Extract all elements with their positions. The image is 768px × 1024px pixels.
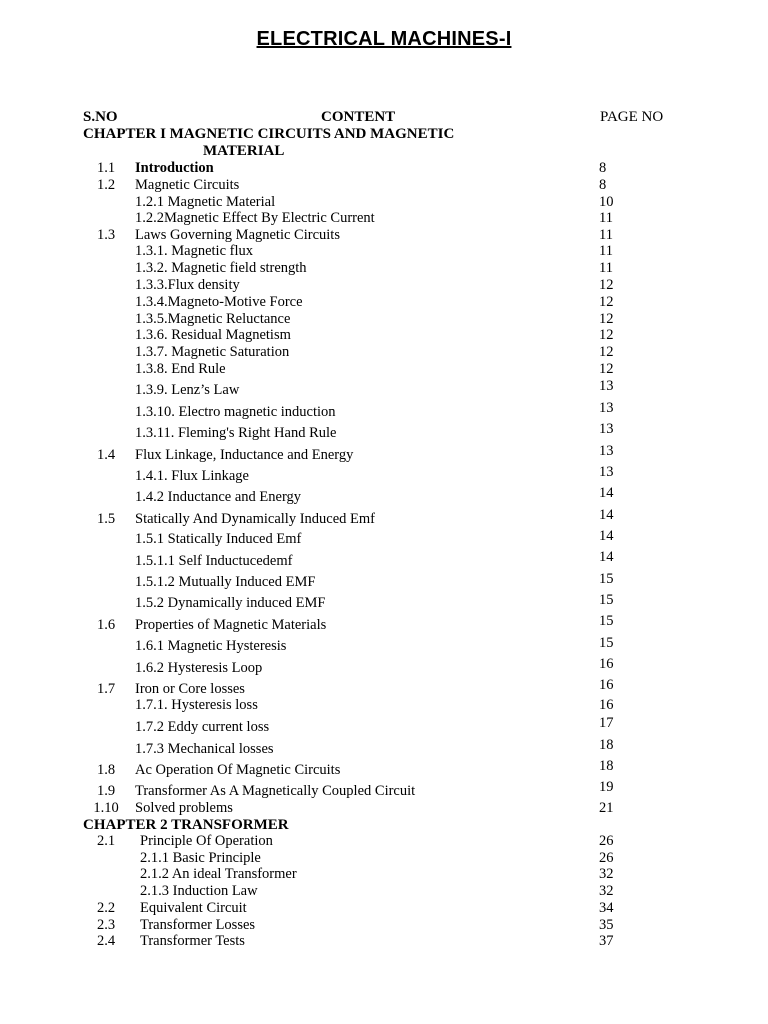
toc-row-title: 1.3.1. Magnetic flux: [135, 243, 253, 259]
toc-row-title: Transformer As A Magnetically Coupled Circuit: [135, 783, 416, 799]
toc-row: [0, 194, 768, 211]
toc-row-title: 2.1.3 Induction Law: [140, 883, 258, 899]
toc-row-page: 10: [599, 194, 614, 210]
toc-row-page: 18: [599, 758, 614, 774]
toc-row-page: 17: [599, 715, 614, 731]
toc-row-title: 1.4.2 Inductance and Energy: [135, 489, 302, 505]
toc-row-title: Introduction: [135, 160, 214, 176]
toc-row-page: 15: [599, 592, 614, 608]
toc-row-title: Solved problems: [135, 800, 233, 816]
toc-row-page: 12: [599, 277, 614, 293]
toc-row-number: 1.6: [96, 617, 116, 633]
toc-row: [0, 443, 768, 464]
toc-row: [0, 866, 768, 883]
column-header-sno: S.NO: [83, 109, 118, 125]
toc-row: [0, 378, 768, 399]
toc-row-title: Ac Operation Of Magnetic Circuits: [135, 762, 341, 778]
toc-row-page: 11: [599, 210, 613, 226]
toc-row-page: 12: [599, 344, 614, 360]
toc-row: [0, 277, 768, 294]
toc-row-page: 12: [599, 311, 614, 327]
toc-row-page: 16: [599, 677, 614, 693]
toc-row-page: 21: [599, 800, 614, 816]
column-header-page: PAGE NO: [600, 109, 664, 125]
toc-row-title: 2.1.2 An ideal Transformer: [140, 866, 297, 882]
toc-row-title: Equivalent Circuit: [140, 900, 247, 916]
toc-row: [0, 260, 768, 277]
toc-row-page: 13: [599, 421, 614, 437]
toc-row-page: 14: [599, 485, 614, 501]
toc-row-title: Magnetic Circuits: [135, 177, 240, 193]
toc-row-title: Transformer Losses: [140, 917, 256, 933]
toc-row-number: 2.2: [96, 900, 116, 916]
toc-row-page: 13: [599, 464, 614, 480]
toc-row-page: 19: [599, 779, 614, 795]
toc-row-number: 1.5: [96, 511, 116, 527]
toc-row-title: 1.5.1 Statically Induced Emf: [135, 531, 302, 547]
toc-row: [0, 243, 768, 260]
toc-row: [0, 697, 768, 714]
toc-row-title: 1.6.1 Magnetic Hysteresis: [135, 638, 287, 654]
toc-row-title: 1.2.1 Magnetic Material: [135, 194, 276, 210]
toc-row: [0, 800, 768, 817]
toc-row: [0, 592, 768, 612]
toc-row-title: 1.3.5.Magnetic Reluctance: [135, 311, 291, 327]
chapter-1-title-line2: MATERIAL: [203, 143, 285, 159]
column-header-content: CONTENT: [321, 109, 396, 125]
toc-row-page: 11: [599, 260, 613, 276]
toc-row-page: 26: [599, 850, 614, 866]
toc-row: [0, 656, 768, 677]
toc-row-title: 1.3.8. End Rule: [135, 361, 226, 377]
chapter-2-title: CHAPTER 2 TRANSFORMER: [83, 817, 289, 833]
toc-row: [0, 507, 768, 528]
toc-row: [0, 227, 768, 244]
toc-row: [0, 294, 768, 311]
toc-row-title: 1.3.7. Magnetic Saturation: [135, 344, 290, 360]
toc-row-title: 1.3.9. Lenz’s Law: [135, 382, 240, 398]
toc-row-page: 8: [599, 160, 607, 176]
chapter-2-heading: [83, 817, 289, 834]
toc-row-page: 34: [599, 900, 614, 916]
toc-row-title: 1.3.11. Fleming's Right Hand Rule: [135, 425, 337, 441]
toc-row-number: 1.8: [96, 762, 116, 778]
toc-row-title: 1.3.10. Electro magnetic induction: [135, 404, 336, 420]
toc-row-number: 1.1: [96, 160, 116, 176]
toc-row: [0, 311, 768, 328]
toc-row-page: 12: [599, 327, 614, 343]
toc-row: [0, 485, 768, 506]
toc-row: [0, 833, 768, 850]
toc-row-page: 14: [599, 549, 614, 565]
toc-row: [0, 850, 768, 867]
toc-row: [0, 344, 768, 361]
chapter-1-title-line1: CHAPTER I MAGNETIC CIRCUITS AND MAGNETIC: [83, 126, 455, 142]
toc-row-title: Flux Linkage, Inductance and Energy: [135, 447, 354, 463]
toc-row-page: 13: [599, 400, 614, 416]
toc-row-title: 1.3.4.Magneto-Motive Force: [135, 294, 303, 310]
toc-row-title: 1.7.2 Eddy current loss: [135, 719, 270, 735]
toc-row: [0, 528, 768, 548]
toc-row: [0, 210, 768, 227]
toc-row-title: 2.1.1 Basic Principle: [140, 850, 261, 866]
toc-row-page: 14: [599, 528, 614, 544]
toc-row-page: 15: [599, 635, 614, 651]
toc-row-title: 1.5.1.2 Mutually Induced EMF: [135, 574, 316, 590]
toc-row: [0, 361, 768, 378]
toc-row: [0, 779, 768, 800]
toc-row: [0, 715, 768, 736]
toc-row: [0, 327, 768, 344]
toc-row: [0, 160, 768, 177]
toc-row-title: 1.3.3.Flux density: [135, 277, 240, 293]
toc-row-number: 1.7: [96, 681, 116, 697]
toc-row: [0, 883, 768, 900]
toc-row: [0, 613, 768, 634]
toc-row-page: 18: [599, 737, 614, 753]
toc-row: [0, 900, 768, 917]
toc-row-page: 14: [599, 507, 614, 523]
toc-row-page: 8: [599, 177, 607, 193]
toc-row-title: Principle Of Operation: [140, 833, 273, 849]
toc-row-title: 1.5.2 Dynamically induced EMF: [135, 595, 326, 611]
toc-row-title: 1.7.3 Mechanical losses: [135, 741, 274, 757]
toc-row: [0, 464, 768, 485]
toc-row-title: 1.2.2Magnetic Effect By Electric Current: [135, 210, 375, 226]
toc-row-page: 26: [599, 833, 614, 849]
document-title: ELECTRICAL MACHINES-I: [256, 28, 512, 50]
toc-row-page: 13: [599, 378, 614, 394]
toc-row-page: 32: [599, 866, 614, 882]
toc-row: [0, 677, 768, 698]
toc-row-title: Statically And Dynamically Induced Emf: [135, 511, 375, 527]
toc-row: [0, 571, 768, 591]
toc-row-title: 1.4.1. Flux Linkage: [135, 468, 249, 484]
toc-row-title: Laws Governing Magnetic Circuits: [135, 227, 340, 243]
toc-row-title: Transformer Tests: [140, 933, 245, 949]
toc-row-page: 11: [599, 243, 613, 259]
chapter-1-heading: [83, 126, 454, 160]
toc-row-number: 2.1: [96, 833, 116, 849]
toc-row: [0, 758, 768, 779]
toc-row-number: 1.9: [96, 783, 116, 799]
toc-row-number: 2.3: [96, 917, 116, 933]
toc-row-page: 15: [599, 571, 614, 587]
toc-row: [0, 737, 768, 758]
toc-row-page: 35: [599, 917, 614, 933]
toc-row-number: 2.4: [96, 933, 116, 949]
toc-row-title: 1.3.6. Residual Magnetism: [135, 327, 291, 343]
toc-row-page: 15: [599, 613, 614, 629]
toc-row-number: 1.4: [96, 447, 116, 463]
toc-row-number: 1.2: [96, 177, 116, 193]
toc-row-title: 1.3.2. Magnetic field strength: [135, 260, 307, 276]
toc-row-title: 1.6.2 Hysteresis Loop: [135, 660, 263, 676]
toc-row-page: 16: [599, 656, 614, 672]
toc-row-title: Properties of Magnetic Materials: [135, 617, 327, 633]
toc-row-page: 12: [599, 294, 614, 310]
toc-row: [0, 549, 768, 570]
toc-row-title: 1.5.1.1 Self Inductucedemf: [135, 553, 293, 569]
toc-row: [0, 917, 768, 934]
toc-row: [0, 421, 768, 442]
toc-row: [0, 400, 768, 421]
toc-row-page: 37: [599, 933, 614, 949]
toc-row: [0, 177, 768, 194]
toc-row-number: 1.3: [96, 227, 116, 243]
toc-row-page: 16: [599, 697, 614, 713]
toc-row-page: 13: [599, 443, 614, 459]
toc-row-number: 1.10: [93, 800, 119, 816]
toc-row-title: Iron or Core losses: [135, 681, 245, 697]
toc-row-page: 12: [599, 361, 614, 377]
toc-row: [0, 635, 768, 655]
toc-row-page: 11: [599, 227, 613, 243]
toc-row-page: 32: [599, 883, 614, 899]
toc-row: [0, 933, 768, 950]
toc-row-title: 1.7.1. Hysteresis loss: [135, 697, 258, 713]
